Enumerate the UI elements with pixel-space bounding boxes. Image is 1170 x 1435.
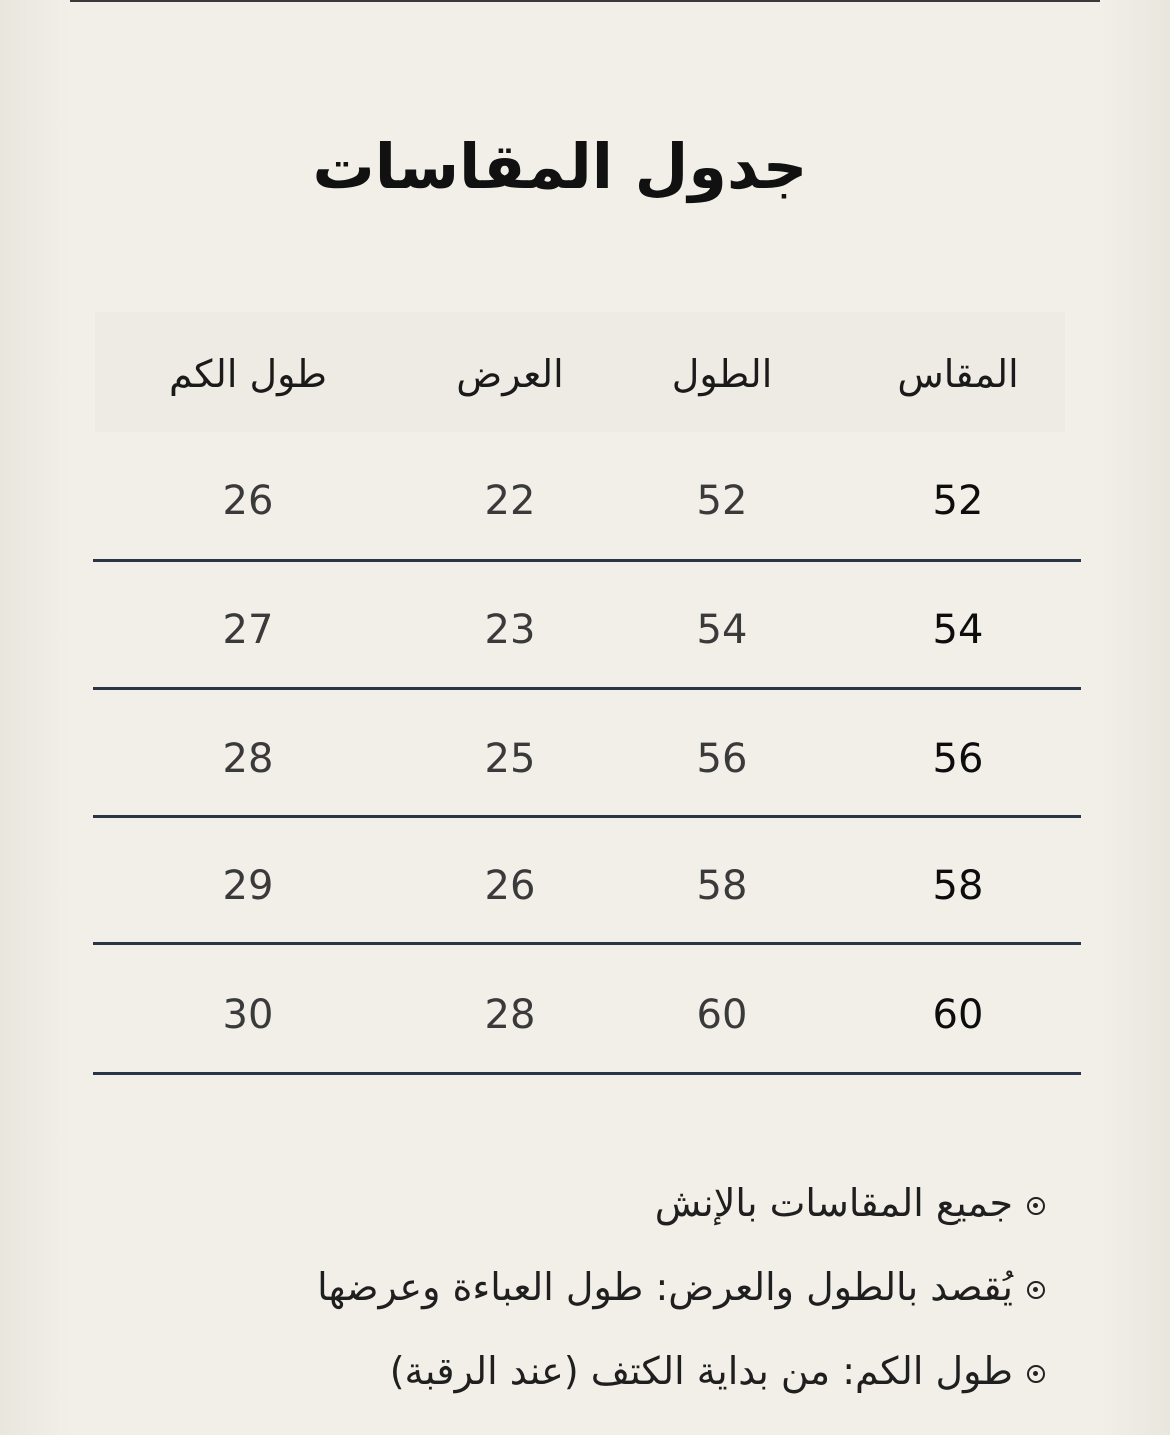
table-cell-sleeve: 29 <box>222 863 274 909</box>
table-cell-sleeve: 27 <box>222 607 274 653</box>
row-divider <box>93 559 1081 562</box>
circle-dot-icon <box>1027 1365 1045 1383</box>
top-border <box>0 0 1170 2</box>
table-cell-sleeve: 26 <box>222 478 274 524</box>
circle-dot-icon <box>1027 1197 1045 1215</box>
row-divider <box>93 815 1081 818</box>
table-cell-width: 22 <box>484 478 536 524</box>
circle-dot-icon <box>1027 1281 1045 1299</box>
row-divider <box>93 687 1081 690</box>
note-item <box>317 1343 1045 1427</box>
header-sleeve-length: طول الكم <box>169 352 327 396</box>
table-cell-width: 26 <box>484 863 536 909</box>
note-text: طول الكم: من بداية الكتف (عند الرقبة) <box>389 1349 1013 1393</box>
header-width: العرض <box>456 352 564 396</box>
header-size: المقاس <box>897 352 1019 396</box>
table-cell-sleeve: 28 <box>222 736 274 782</box>
table-cell-length: 54 <box>696 607 748 653</box>
note-item <box>317 1175 1045 1259</box>
table-cell-length: 60 <box>696 992 748 1038</box>
table-cell-size: 54 <box>932 607 984 653</box>
table-cell-length: 58 <box>696 863 748 909</box>
right-edge-shade <box>1100 0 1170 1435</box>
table-cell-size: 56 <box>932 736 984 782</box>
table-cell-width: 28 <box>484 992 536 1038</box>
note-text: جميع المقاسات بالإنش <box>654 1181 1013 1225</box>
row-divider <box>93 942 1081 945</box>
table-cell-length: 56 <box>696 736 748 782</box>
table-cell-sleeve: 30 <box>222 992 274 1038</box>
note-item <box>317 1259 1045 1343</box>
table-cell-width: 25 <box>484 736 536 782</box>
table-cell-size: 52 <box>932 478 984 524</box>
page-title: جدول المقاسات <box>312 130 808 203</box>
header-length: الطول <box>671 352 773 396</box>
table-cell-size: 58 <box>932 863 984 909</box>
notes-list <box>317 1175 1045 1427</box>
row-divider <box>93 1072 1081 1075</box>
table-cell-width: 23 <box>484 607 536 653</box>
left-edge-shade <box>0 0 70 1435</box>
table-cell-size: 60 <box>932 992 984 1038</box>
note-text: يُقصد بالطول والعرض: طول العباءة وعرضها <box>317 1265 1013 1309</box>
table-cell-length: 52 <box>696 478 748 524</box>
